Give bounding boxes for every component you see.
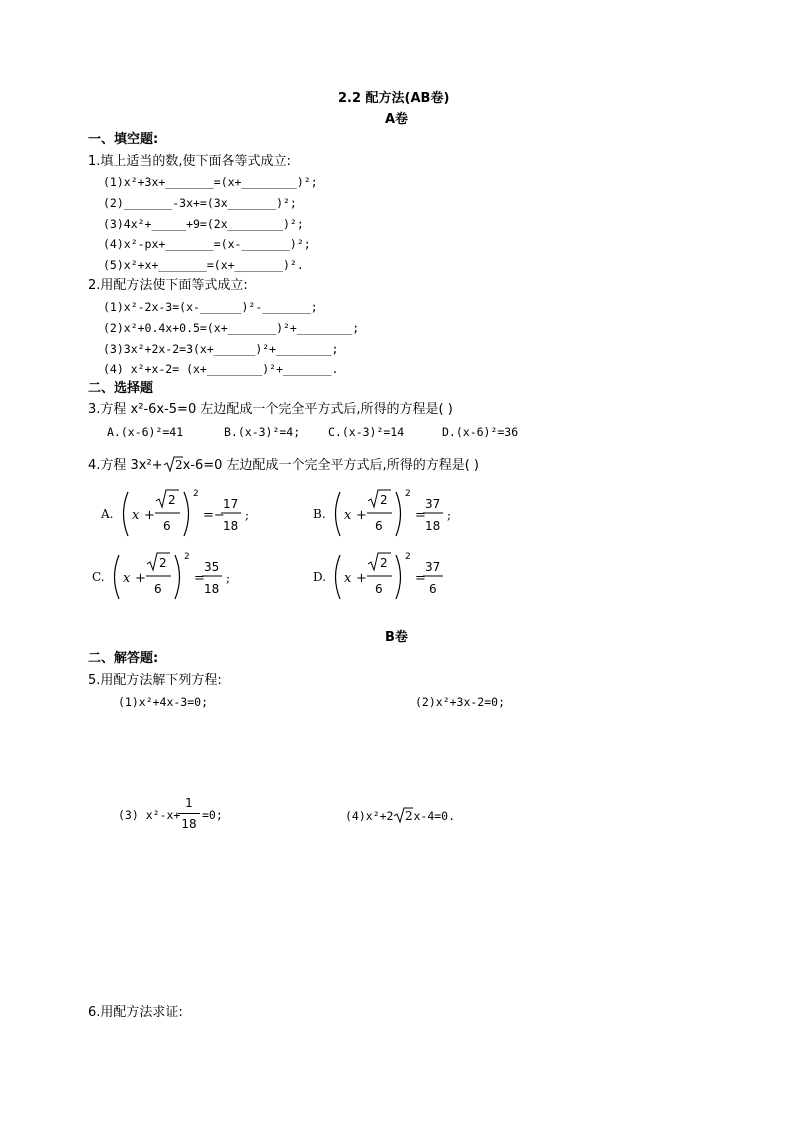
fraction-den: 6: [163, 519, 171, 533]
semicolon: ;: [245, 508, 250, 522]
rhs-denominator: 18: [425, 519, 441, 533]
q3-option-c: C.(x-3)²=14: [328, 425, 405, 439]
equals-sign: =: [415, 571, 426, 586]
option-label: B.: [313, 507, 326, 521]
sqrt2-inline-icon: [393, 806, 413, 824]
option-label: A.: [101, 507, 114, 521]
sqrt-radicand: 2: [380, 556, 388, 570]
rhs-numerator: 37: [425, 560, 441, 574]
plus-sign: +: [135, 571, 146, 586]
semicolon: ;: [447, 508, 452, 522]
equals-sign: =−: [203, 508, 225, 523]
var-x: x: [344, 571, 352, 586]
q4-stem: [88, 455, 479, 474]
q5-problem-4-pre: (4)x²+2: [345, 809, 394, 823]
rhs-denominator: 18: [204, 582, 220, 596]
q4-formula-svg: [313, 484, 503, 542]
plus-sign: +: [356, 571, 367, 586]
left-paren: [336, 555, 341, 599]
q2-item-1: (1)x²-2x-3=(x-______)²-_______;: [103, 300, 318, 314]
rhs-denominator: 18: [223, 519, 239, 533]
svg-text:2: 2: [405, 809, 414, 823]
q1-item-5: (5)x²+x+_______=(x+_______)².: [103, 258, 304, 272]
q4-formula-svg: [101, 484, 291, 542]
q2-stem: 2.用配方法使下面等式成立:: [88, 278, 248, 293]
rhs-numerator: 35: [204, 560, 220, 574]
section-solve-heading: 二、解答题:: [88, 651, 159, 666]
q4-option-d: [313, 547, 513, 607]
q1-stem: 1.填上适当的数,使下面各等式成立:: [88, 154, 291, 169]
q5-problem-4-post: x-4=0.: [413, 809, 456, 823]
page-title: 2.2 配方法(AB卷): [338, 91, 450, 106]
q1-item-2: (2)_______-3x+=(3x_______)²;: [103, 196, 297, 210]
q6-stem: 6.用配方法求证:: [88, 1005, 183, 1020]
sqrt2-inline-icon: [163, 455, 183, 473]
q5-problem-3-num: 1: [185, 796, 193, 810]
q2-item-3: (3)3x²+2x-2=3(x+______)²+________;: [103, 342, 339, 356]
q3-option-d: D.(x-6)²=36: [442, 425, 519, 439]
q1-item-3: (3)4x²+_____+9=(2x________)²;: [103, 217, 304, 231]
q2-item-4: (4) x²+x-2= (x+________)²+_______.: [103, 362, 339, 376]
fraction-bar: [178, 813, 200, 814]
q5-stem: 5.用配方法解下列方程:: [88, 673, 222, 688]
section-fill-blank-heading: 一、填空题:: [88, 132, 159, 147]
q4-formula-svg: [313, 547, 503, 605]
q5-problem-1: (1)x²+4x-3=0;: [118, 695, 209, 709]
part-b-heading: B卷: [385, 630, 408, 645]
sqrt-radicand: 2: [159, 556, 167, 570]
option-label: D.: [313, 570, 327, 584]
q5-problem-4: [345, 806, 455, 824]
semicolon: ;: [226, 571, 231, 585]
q3-option-b: B.(x-3)²=4;: [224, 425, 301, 439]
svg-text:2: 2: [174, 458, 183, 472]
exponent: 2: [184, 552, 190, 562]
right-paren: [396, 555, 401, 599]
rhs-denominator: 6: [429, 582, 437, 596]
q1-item-4: (4)x²-px+_______=(x-_______)²;: [103, 237, 311, 251]
q4-stem-pre: 4.方程 3x²+: [88, 458, 163, 473]
rhs-numerator: 17: [223, 497, 239, 511]
var-x: x: [132, 508, 140, 523]
option-label: C.: [92, 570, 105, 584]
q5-problem-2: (2)x²+3x-2=0;: [415, 695, 506, 709]
plus-sign: +: [356, 508, 367, 523]
q5-problem-3-pre: (3) x²-x+: [118, 808, 181, 822]
q3-option-a: A.(x-6)²=41: [107, 425, 184, 439]
q4-stem-post: x-6=0 左边配成一个完全平方式后,所得的方程是( ): [182, 458, 479, 473]
q2-item-2: (2)x²+0.4x+0.5=(x+_______)²+________;: [103, 321, 360, 335]
equals-sign: =: [415, 508, 426, 523]
right-paren: [184, 492, 189, 536]
left-paren: [336, 492, 341, 536]
fraction-den: 6: [375, 519, 383, 533]
var-x: x: [344, 508, 352, 523]
part-a-heading: A卷: [385, 112, 409, 127]
fraction-den: 6: [375, 582, 383, 596]
right-paren: [175, 555, 180, 599]
sqrt-radicand: 2: [380, 493, 388, 507]
right-paren: [396, 492, 401, 536]
q5-problem-3-den: 18: [181, 817, 197, 831]
q5-problem-3-post: =0;: [202, 808, 223, 822]
section-choice-heading: 二、选择题: [88, 381, 154, 396]
plus-sign: +: [144, 508, 155, 523]
q4-option-c: [92, 547, 292, 607]
exponent: 2: [405, 489, 411, 499]
rhs-numerator: 37: [425, 497, 441, 511]
left-paren: [124, 492, 129, 536]
q4-formula-svg: [92, 547, 282, 605]
q4-option-a: [101, 484, 301, 544]
q1-item-1: (1)x²+3x+_______=(x+________)²;: [103, 175, 318, 189]
fraction-den: 6: [154, 582, 162, 596]
var-x: x: [123, 571, 131, 586]
exponent: 2: [193, 489, 199, 499]
sqrt-radicand: 2: [168, 493, 176, 507]
q3-stem: 3.方程 x²-6x-5=0 左边配成一个完全平方式后,所得的方程是( ): [88, 402, 453, 417]
q4-option-b: [313, 484, 513, 544]
exponent: 2: [405, 552, 411, 562]
equals-sign: =: [194, 571, 205, 586]
left-paren: [115, 555, 120, 599]
